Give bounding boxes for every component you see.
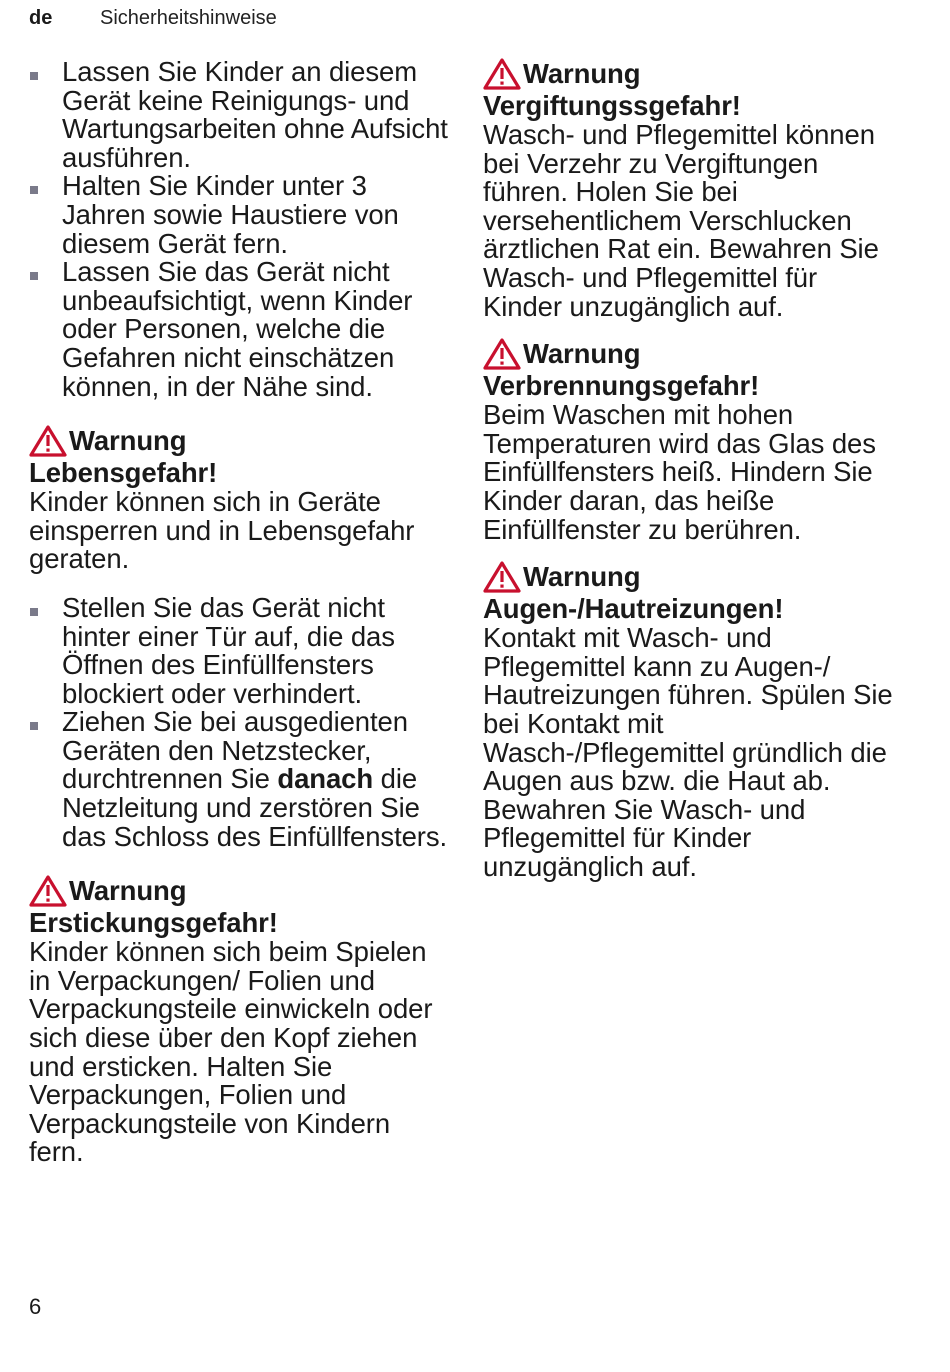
warning-block-poisoning [483, 58, 903, 321]
warning-triangle-icon [29, 875, 67, 907]
bullet-list-disposal [29, 591, 449, 852]
warning-title: Erstickungsgefahr! [29, 907, 278, 939]
warning-label: Warnung [69, 425, 187, 457]
warning-text: Beim Waschen mit hohen Temperaturen wird das Glas des Einfüllfensters heiß. Hindern Sie Kinder daran, das heiße Einfüllfenster zu berühren. [483, 399, 876, 545]
warning-triangle-icon [29, 425, 67, 457]
list-item [29, 708, 449, 851]
warning-block-suffocation [29, 875, 449, 1167]
right-column [483, 58, 903, 881]
warning-block-life [29, 425, 449, 574]
warning-block-burn [483, 338, 903, 544]
language-code: de [29, 7, 53, 29]
warning-text: Kinder können sich in Geräte einsperren und in Lebensgefahr geraten. [29, 486, 415, 575]
left-column [29, 58, 449, 1167]
emphasis-text: danach [277, 763, 374, 795]
list-item: Halten Sie Kinder unter 3 Jahren sowie Haustiere von diesem Gerät fern. [29, 172, 449, 258]
warning-text: Wasch- und Pflegemittel können bei Verzehr zu Vergiftungen führen. Holen Sie bei versehentlichem Verschlucken ärztlichen Rat ein. Bewahren Sie Wasch- und Pflegemittel für Kinder unzugänglich auf. [483, 119, 879, 322]
list-item: Stellen Sie das Gerät nicht hinter einer Tür auf, die das Öffnen des Einfüllfensters blockiert oder verhindert. [29, 594, 449, 708]
list-item-text: die Netzleitung und zerstören Sie das Schloss des Einfüllfensters. [62, 763, 448, 852]
warning-title: Vergiftungssgefahr! [483, 90, 741, 121]
warning-triangle-icon [483, 561, 521, 593]
list-item: Lassen Sie Kinder an diesem Gerät keine Reinigungs- und Wartungsarbeiten ohne Aufsicht ausführen. [29, 58, 449, 172]
warning-block-irritation [483, 561, 903, 881]
warning-label: Warnung [523, 338, 641, 370]
warning-label: Warnung [523, 561, 641, 593]
warning-title: Verbrennungsgefahr! [483, 370, 760, 402]
warning-title: Lebensgefahr! [29, 457, 218, 489]
warning-label: Warnung [523, 58, 641, 89]
warning-text: Kontakt mit Wasch- und Pflegemittel kann zu Augen-/ Hautreizungen führen. Spülen Sie bei Kontakt mit Wasch-/Pflegemittel gründlich die Augen aus bzw. die Haut ab. Bewahren Sie Wasch- und Pflegemittel für Kinder unzugänglich auf. [483, 622, 893, 882]
page-number: 6 [29, 1294, 42, 1319]
warning-title: Augen-/Hautreizungen! [483, 593, 784, 625]
bullet-list-children [29, 58, 449, 401]
warning-text: Kinder können sich beim Spielen in Verpackungen/ Folien und Verpackungsteile einwickeln oder sich diese über den Kopf ziehen und ersticken. Halten Sie Verpackungen, Folien und Verpackungsteile von Kindern fern. [29, 936, 433, 1168]
list-item-text: Ziehen Sie bei ausgedienten Geräten den Netzstecker, durchtrennen Sie [62, 706, 408, 795]
section-title: Sicherheitshinweise [100, 7, 277, 29]
warning-triangle-icon [483, 58, 521, 90]
warning-label: Warnung [69, 875, 187, 907]
warning-triangle-icon [483, 338, 521, 370]
list-item: Lassen Sie das Gerät nicht unbeaufsichtigt, wenn Kinder oder Personen, welche die Gefahren nicht einschätzen können, in der Nähe sind. [29, 258, 449, 401]
